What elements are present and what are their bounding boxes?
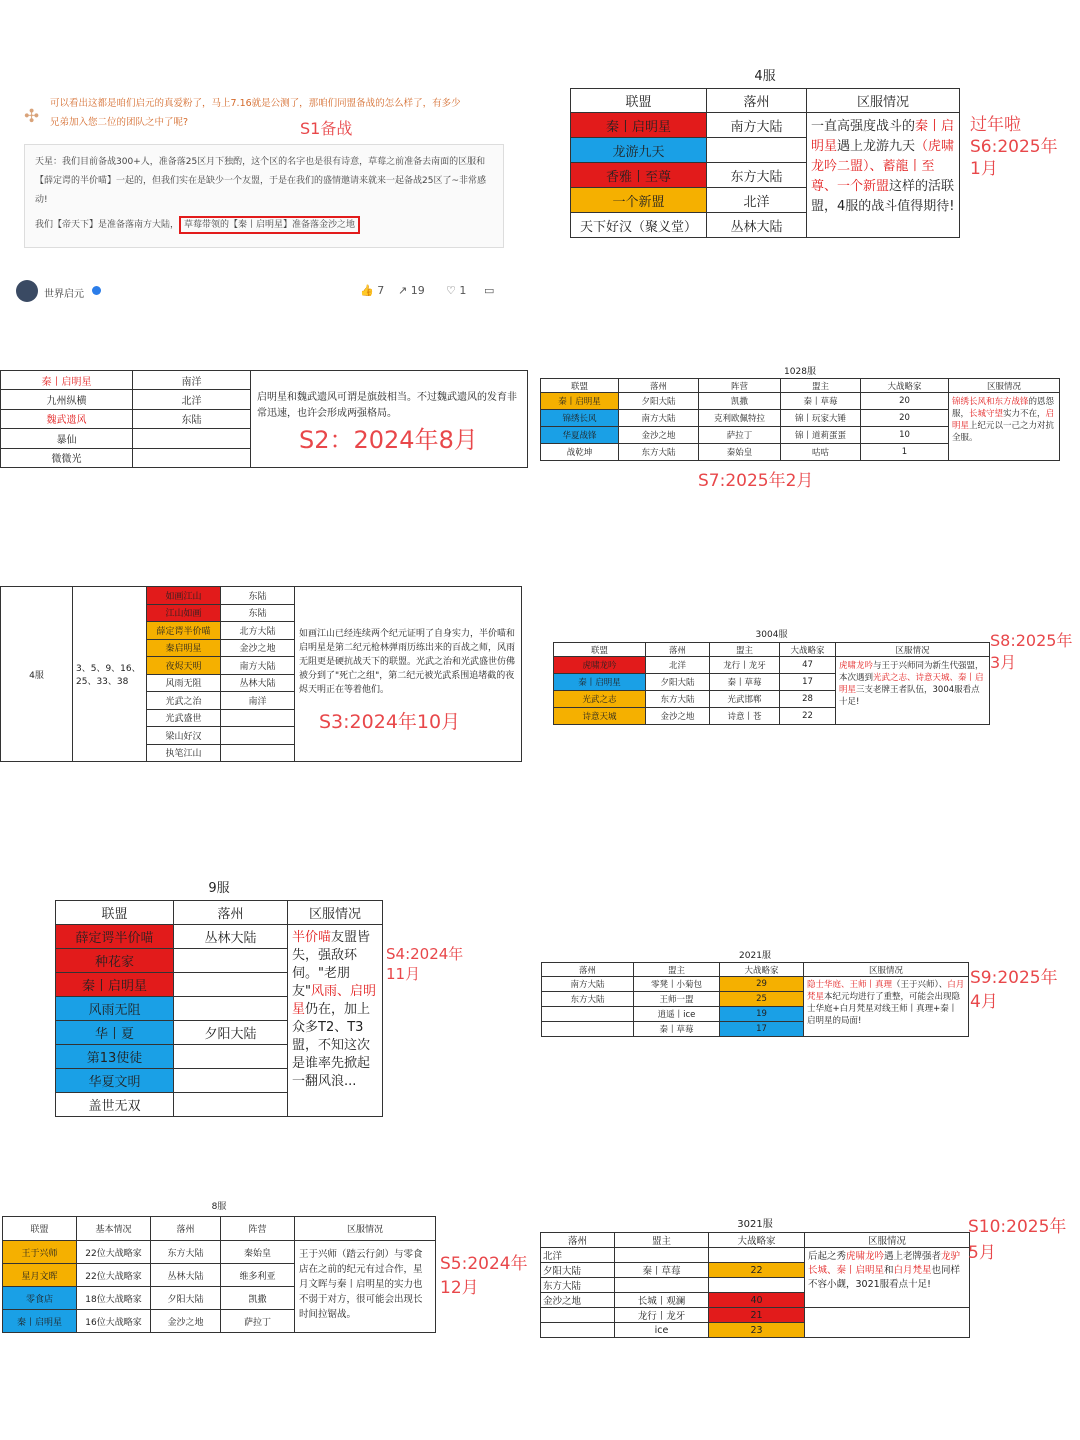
leader-cell xyxy=(615,1278,709,1293)
alliance-cell: 零食店 xyxy=(3,1287,77,1310)
s6-header-status: 区服情况 xyxy=(807,89,960,113)
note-part: 仍在，加上众多T2、T3盟，不知这次是谁率先掀起一翻风浪... xyxy=(292,1002,371,1089)
s1-answer-2b: 草莓带领的【秦丨启明星】准备落金沙之地 xyxy=(179,216,360,234)
note-red: 启明星 xyxy=(952,409,1055,431)
s5-header-3: 阵营 xyxy=(221,1217,295,1241)
s7-block xyxy=(540,366,1060,466)
s3-block xyxy=(0,586,522,762)
zone-cell: 南方大陆 xyxy=(542,977,634,992)
s1-caption: S1备战 xyxy=(300,119,353,138)
s1-post xyxy=(10,88,515,313)
s7-title: 1028服 xyxy=(784,367,816,377)
s9-header-0: 落州 xyxy=(542,963,634,977)
zone-cell: 夕阳大陆 xyxy=(174,1021,288,1045)
strategist-cell: 29 xyxy=(720,977,804,992)
zone-cell: 东陆 xyxy=(133,409,251,428)
s8-title: 3004服 xyxy=(755,630,788,640)
zone-cell: 南洋 xyxy=(133,371,251,390)
s9-header-2: 大战略家 xyxy=(720,963,804,977)
zone-cell xyxy=(221,727,295,745)
s9-header-1: 盟主 xyxy=(634,963,720,977)
status-note xyxy=(295,587,522,762)
strategist-cell: 21 xyxy=(709,1308,805,1323)
s4-header-2: 区服情况 xyxy=(288,901,383,925)
status-note-empty xyxy=(805,1308,970,1338)
alliance-cell: 江山如画 xyxy=(147,604,221,622)
s7-header-0: 联盟 xyxy=(541,379,619,393)
seasons-cell: 3、5、9、16、25、33、38 xyxy=(73,587,147,762)
share-icon: ↗ xyxy=(398,284,408,297)
s7-header-3: 盟主 xyxy=(781,379,861,393)
s5-note-text: 王于兴师（踏云行剑）与零食店在之前的纪元有过合作，星月文晖与秦丨启明星的实力也不弱于对方，很可能会出现长时间拉锯战。 xyxy=(299,1249,423,1320)
share-count: 19 xyxy=(410,284,425,297)
note-part: 一直高强度战斗的 xyxy=(811,119,916,134)
strategist-cell: 40 xyxy=(709,1293,805,1308)
s5-header-0: 联盟 xyxy=(3,1217,77,1241)
heart-icon: ♡ xyxy=(446,284,456,297)
s8-header-1: 落州 xyxy=(646,643,710,657)
zone-cell: 东方大陆 xyxy=(151,1241,221,1264)
s8-caption: S8:2025年 3月 xyxy=(990,631,1073,672)
zone-cell: 金沙之地 xyxy=(619,427,699,444)
like-button[interactable] xyxy=(360,284,384,297)
s5-header-2: 落州 xyxy=(151,1217,221,1241)
zone-cell xyxy=(221,709,295,727)
s5-caption: S5:2024年 12月 xyxy=(440,1254,528,1298)
avatar[interactable] xyxy=(16,280,38,302)
zone-cell xyxy=(542,1022,634,1037)
note-part: 遇上龙游九天 xyxy=(837,139,916,154)
camp-cell: 凯撒 xyxy=(699,393,781,410)
table-row xyxy=(541,1248,970,1263)
alliance-cell: 微微光 xyxy=(1,448,133,467)
alliance-cell: 华夏战锋 xyxy=(541,427,619,444)
zone-cell: 丛林大陆 xyxy=(174,925,288,949)
alliance-cell: 龙游九天 xyxy=(571,138,707,163)
zone-cell xyxy=(541,1323,615,1338)
s10-block xyxy=(540,1218,970,1336)
status-note xyxy=(804,977,969,1037)
note-red: 白月梵星 xyxy=(807,980,965,1002)
zone-cell: 东方大陆 xyxy=(707,163,807,188)
alliance-cell: 光武之治 xyxy=(147,692,221,710)
alliance-cell: 秦丨启明星 xyxy=(56,973,174,997)
note-red: 光武之志、诗意天城、秦丨启明星 xyxy=(839,673,984,695)
zone-cell xyxy=(707,138,807,163)
s8-header-4: 区服情况 xyxy=(836,643,990,657)
leader-cell: 锦丨玩家大锤 xyxy=(781,410,861,427)
status-note xyxy=(251,371,528,468)
zone-cell: 金沙之地 xyxy=(151,1310,221,1333)
strategist-cell: 23 xyxy=(709,1323,805,1338)
leader-cell: 诗意丨苍 xyxy=(710,708,780,725)
note-red: 半价喵 xyxy=(292,930,332,945)
zone-cell: 南方大陆 xyxy=(707,113,807,138)
s6-header-zone: 落州 xyxy=(707,89,807,113)
strategist-cell xyxy=(709,1248,805,1263)
note-part: 与王于兴师同为新生代强盟，本次遇到 xyxy=(839,661,984,683)
zone-cell xyxy=(174,1069,288,1093)
s1-answer-1: 天星：我们目前备战300+人，准备落25区月下独酌，这个区的名字也是很有诗意，草莓之前准备去南面的区服和【薛定谔的半价喵】一起的，但我们实在是缺少一个友盟，于是在我们的盛情邀请来就来一起备战25区了~非常感动! xyxy=(35,157,486,205)
zone-cell: 南洋 xyxy=(221,692,295,710)
zone-cell xyxy=(221,744,295,762)
s9-header-3: 区服情况 xyxy=(804,963,969,977)
s5-block xyxy=(2,1198,436,1334)
strategist-cell: 28 xyxy=(780,691,836,708)
leader-cell: 咕咕 xyxy=(781,444,861,461)
note-part: 本纪元均进行了重整，可能会出现隐士华庭+白月梵星对线王师丨真理+秦丨启明星的局面! xyxy=(807,992,961,1026)
zone-cell: 夕阳大陆 xyxy=(151,1287,221,1310)
alliance-cell: 王于兴师 xyxy=(3,1241,77,1264)
note-red: 龙驴长城、秦丨启明星 xyxy=(808,1251,961,1276)
s8-header-2: 盟主 xyxy=(710,643,780,657)
server-cell: 4服 xyxy=(1,587,73,762)
note-red: 锦绣长风和东方战锋 xyxy=(952,397,1029,407)
zone-cell: 东陆 xyxy=(221,604,295,622)
alliance-cell: 锦绣长风 xyxy=(541,410,619,427)
s2-note-text: 启明星和魏武遗风可谓是旗鼓相当。不过魏武遗风的发育非常迅速，也许会形成两强格局。 xyxy=(257,392,517,419)
note-red: 秦丨启明星 xyxy=(811,119,955,154)
s6-block xyxy=(570,66,960,241)
zone-cell xyxy=(174,949,288,973)
alliance-cell: 如画江山 xyxy=(147,587,221,605)
s10-header-2: 大战略家 xyxy=(709,1233,805,1248)
zone-cell: 北洋 xyxy=(133,390,251,409)
s9-title: 2021服 xyxy=(739,951,771,961)
zone-cell: 金沙之地 xyxy=(646,708,710,725)
zone-cell: 金沙之地 xyxy=(541,1293,615,1308)
s4-header-0: 联盟 xyxy=(56,901,174,925)
alliance-cell: 虎啸龙吟 xyxy=(554,657,646,674)
strategist-cell: 22 xyxy=(709,1263,805,1278)
alliance-cell: 秦丨启明星 xyxy=(541,393,619,410)
s6-caption: 过年啦 S6:2025年 1月 xyxy=(970,115,1058,179)
zone-cell xyxy=(541,1308,615,1323)
heart-button[interactable] xyxy=(446,284,466,297)
s7-header-5: 区服情况 xyxy=(949,379,1060,393)
s10-header-1: 盟主 xyxy=(615,1233,709,1248)
s1-answer-box xyxy=(24,144,504,248)
strategist-cell: 20 xyxy=(861,410,949,427)
alliance-cell: 战乾坤 xyxy=(541,444,619,461)
strategist-cell: 19 xyxy=(720,1007,804,1022)
s2-caption: S2：2024年8月 xyxy=(299,426,478,454)
verified-icon xyxy=(92,286,101,295)
alliance-cell: 暴仙 xyxy=(1,429,133,448)
note-red: 白月梵星 xyxy=(893,1265,932,1276)
strategist-cell: 20 xyxy=(861,393,949,410)
zone-cell: 南方大陆 xyxy=(221,657,295,675)
s9-caption: S9:2025年 4月 xyxy=(970,968,1058,1012)
alliance-cell: 秦丨启明星 xyxy=(1,371,133,390)
alliance-cell: 魏武遗风 xyxy=(1,409,133,428)
leader-cell: 王师一盟 xyxy=(634,992,720,1007)
like-count: 7 xyxy=(377,284,385,297)
alliance-cell: 夜烬天明 xyxy=(147,657,221,675)
status-note xyxy=(288,925,383,1117)
s1-answer-2 xyxy=(35,217,360,230)
alliance-cell: 九州纵横 xyxy=(1,390,133,409)
status-note xyxy=(295,1241,436,1333)
alliance-cell: 秦启明星 xyxy=(147,639,221,657)
table-row xyxy=(541,393,1060,410)
s8-header-0: 联盟 xyxy=(554,643,646,657)
alliance-cell: 一个新盟 xyxy=(571,188,707,213)
s1-answer-2a: 我们【帝天下】是准备落南方大陆， xyxy=(35,220,180,230)
zone-cell: 北洋 xyxy=(646,657,710,674)
s7-header-1: 落州 xyxy=(619,379,699,393)
alliance-cell: 种花家 xyxy=(56,949,174,973)
s6-title: 4服 xyxy=(754,69,776,84)
zone-cell xyxy=(174,1093,288,1117)
alliance-cell: 秦丨启明星 xyxy=(554,674,646,691)
s7-header-4: 大战略家 xyxy=(861,379,949,393)
leader-cell: 光武邯郸 xyxy=(710,691,780,708)
leader-cell: 锦丨道莉蛋蛋 xyxy=(781,427,861,444)
s9-block xyxy=(541,950,969,1038)
comment-icon[interactable]: ▭ xyxy=(484,284,495,297)
note-part: 也同样不容小觑，3021服看点十足! xyxy=(808,1265,961,1290)
zone-cell: 金沙之地 xyxy=(221,639,295,657)
s4-header-1: 落州 xyxy=(174,901,288,925)
s8-block xyxy=(553,628,990,724)
zone-cell: 东方大陆 xyxy=(646,691,710,708)
s10-title: 3021服 xyxy=(737,1219,773,1230)
alliance-cell: 盖世无双 xyxy=(56,1093,174,1117)
zone-cell xyxy=(174,973,288,997)
note-red: 长城守望 xyxy=(969,409,1004,419)
camp-cell: 萨拉丁 xyxy=(699,427,781,444)
s4-block xyxy=(55,878,383,1114)
leader-cell: ice xyxy=(615,1323,709,1338)
table-row xyxy=(3,1241,436,1264)
table-row xyxy=(56,925,383,949)
alliance-cell: 风雨无阻 xyxy=(56,997,174,1021)
camp-cell: 秦始皇 xyxy=(699,444,781,461)
strategist-cell: 17 xyxy=(720,1022,804,1037)
alliance-cell: 星月文晖 xyxy=(3,1264,77,1287)
alliance-cell: 秦丨启明星 xyxy=(3,1310,77,1333)
strategist-cell: 25 xyxy=(720,992,804,1007)
note-red: 虎啸龙吟 xyxy=(839,661,874,671)
camp-cell: 秦始皇 xyxy=(221,1241,295,1264)
note-part: 遇上老牌强者 xyxy=(884,1251,942,1262)
s7-header-2: 阵营 xyxy=(699,379,781,393)
zone-cell: 东方大陆 xyxy=(619,444,699,461)
s5-header-1: 基本情况 xyxy=(77,1217,151,1241)
basic-cell: 22位大战略家 xyxy=(77,1241,151,1264)
s10-header-3: 区服情况 xyxy=(805,1233,970,1248)
leader-cell xyxy=(615,1248,709,1263)
table-row xyxy=(542,977,969,992)
s8-header-3: 大战略家 xyxy=(780,643,836,657)
zone-cell: 夕阳大陆 xyxy=(541,1263,615,1278)
s3-caption: S3:2024年10月 xyxy=(319,711,461,733)
strategist-cell: 22 xyxy=(780,708,836,725)
alliance-cell: 天下好汉（聚义堂） xyxy=(571,213,707,238)
s6-header-alliance: 联盟 xyxy=(571,89,707,113)
alliance-cell: 风雨无阻 xyxy=(147,674,221,692)
camp-cell: 维多利亚 xyxy=(221,1264,295,1287)
alliance-cell: 诗意天城 xyxy=(554,708,646,725)
thumb-up-icon: 👍 xyxy=(360,284,374,297)
leader-cell: 长城丨观澜 xyxy=(615,1293,709,1308)
s4-caption: S4:2024年 11月 xyxy=(386,945,464,983)
note-part: （王于兴师）、 xyxy=(892,980,948,990)
zone-cell: 丛林大陆 xyxy=(151,1264,221,1287)
s10-header-0: 落州 xyxy=(541,1233,615,1248)
table-row xyxy=(1,587,522,605)
zone-cell: 东方大陆 xyxy=(541,1278,615,1293)
note-part: 的恩怨服， xyxy=(952,397,1055,419)
note-red: 虎啸龙吟 xyxy=(846,1251,885,1262)
zone-cell: 丛林大陆 xyxy=(707,213,807,238)
alliance-cell: 薛定谔半价喵 xyxy=(56,925,174,949)
note-part: 后起之秀 xyxy=(808,1251,847,1262)
zone-cell xyxy=(133,448,251,467)
alliance-cell: 薛定谔半价喵 xyxy=(147,622,221,640)
note-red: 隐士华庭、王师丨真理 xyxy=(807,980,893,990)
status-note xyxy=(836,657,990,725)
basic-cell: 22位大战略家 xyxy=(77,1264,151,1287)
note-part: 和 xyxy=(884,1265,894,1276)
alliance-cell: 香雅丨至尊 xyxy=(571,163,707,188)
zone-cell: 北洋 xyxy=(541,1248,615,1263)
s5-header-4: 区服情况 xyxy=(295,1217,436,1241)
leader-cell: 秦丨草莓 xyxy=(781,393,861,410)
alliance-cell: 光武之志 xyxy=(554,691,646,708)
alliance-cell: 华丨夏 xyxy=(56,1021,174,1045)
s10-caption: S10:2025年 5月 xyxy=(968,1217,1067,1263)
zone-cell: 北方大陆 xyxy=(221,622,295,640)
zone-cell: 东方大陆 xyxy=(542,992,634,1007)
table-row xyxy=(541,1308,970,1323)
zone-cell xyxy=(174,1045,288,1069)
heart-count: 1 xyxy=(459,284,467,297)
leader-cell: 龙行丨龙牙 xyxy=(710,657,780,674)
alliance-cell: 秦丨启明星 xyxy=(571,113,707,138)
status-note xyxy=(807,113,960,238)
alliance-cell: 华夏文明 xyxy=(56,1069,174,1093)
s1-question: 可以看出这都是咱们启元的真爱粉了，马上7.16就是公测了，那咱们同盟备战的怎么样了，有多少兄弟加入您二位的团队之中了呢? xyxy=(50,98,461,128)
table-row xyxy=(571,113,960,138)
camp-cell: 凯撒 xyxy=(221,1287,295,1310)
author-name[interactable]: 世界启元 xyxy=(44,289,84,300)
leader-cell: 秦丨草莓 xyxy=(634,1022,720,1037)
alliance-cell: 执笔江山 xyxy=(147,744,221,762)
zone-cell xyxy=(174,997,288,1021)
zone-cell xyxy=(133,429,251,448)
strategist-cell xyxy=(709,1278,805,1293)
s1-plus-icon: ✣ xyxy=(24,106,40,127)
note-part: 实力不在， xyxy=(1003,409,1046,419)
note-red: （虎啸龙吟二盟）、蓄龍丨至尊、一个新盟 xyxy=(811,139,955,194)
leader-cell: 秦丨草莓 xyxy=(615,1263,709,1278)
status-note xyxy=(805,1248,970,1308)
alliance-cell: 第13使徒 xyxy=(56,1045,174,1069)
zone-cell: 夕阳大陆 xyxy=(646,674,710,691)
leader-cell: 秦丨草莓 xyxy=(710,674,780,691)
leader-cell: 逍遥丨ice xyxy=(634,1007,720,1022)
strategist-cell: 10 xyxy=(861,427,949,444)
note-part: 友盟皆失，强敌环伺。"老朋友" xyxy=(292,930,371,999)
share-button[interactable] xyxy=(398,284,425,297)
leader-cell: 龙行丨龙牙 xyxy=(615,1308,709,1323)
table-row xyxy=(554,657,990,674)
note-part: 上纪元以一己之力对抗全服。 xyxy=(952,421,1055,443)
zone-cell xyxy=(542,1007,634,1022)
s2-block xyxy=(0,370,528,468)
status-note xyxy=(949,393,1060,461)
strategist-cell: 47 xyxy=(780,657,836,674)
note-part: 三支老牌王者队伍，3004服看点十足! xyxy=(839,685,980,707)
zone-cell: 东陆 xyxy=(221,587,295,605)
s3-note-text: 如画江山已经连续两个纪元证明了自身实力，半价喵和启明星是第二纪元枪林弹雨历练出来的百战之师，风雨无阻更是硬抗战天下的联盟。光武之治和光武盛世仿佛被分到了"死亡之组"，第二纪元被光武系围追堵截的夜烬天明正在等着他们。 xyxy=(299,629,516,695)
note-red: 风雨、启明星 xyxy=(292,984,376,1017)
leader-cell: 零凳丨小菊包 xyxy=(634,977,720,992)
alliance-cell: 梁山好汉 xyxy=(147,727,221,745)
note-part: 这样的活联盟，4服的战斗值得期待! xyxy=(811,179,955,214)
strategist-cell: 1 xyxy=(861,444,949,461)
camp-cell: 克利欧佩特拉 xyxy=(699,410,781,427)
zone-cell: 南方大陆 xyxy=(619,410,699,427)
s4-title: 9服 xyxy=(208,881,230,896)
s5-title: 8服 xyxy=(211,1202,227,1212)
zone-cell: 北洋 xyxy=(707,188,807,213)
zone-cell: 夕阳大陆 xyxy=(619,393,699,410)
basic-cell: 18位大战略家 xyxy=(77,1287,151,1310)
table-row xyxy=(1,371,528,390)
s7-caption: S7:2025年2月 xyxy=(698,471,814,491)
basic-cell: 16位大战略家 xyxy=(77,1310,151,1333)
alliance-cell: 光武盛世 xyxy=(147,709,221,727)
zone-cell: 丛林大陆 xyxy=(221,674,295,692)
camp-cell: 萨拉丁 xyxy=(221,1310,295,1333)
strategist-cell: 17 xyxy=(780,674,836,691)
